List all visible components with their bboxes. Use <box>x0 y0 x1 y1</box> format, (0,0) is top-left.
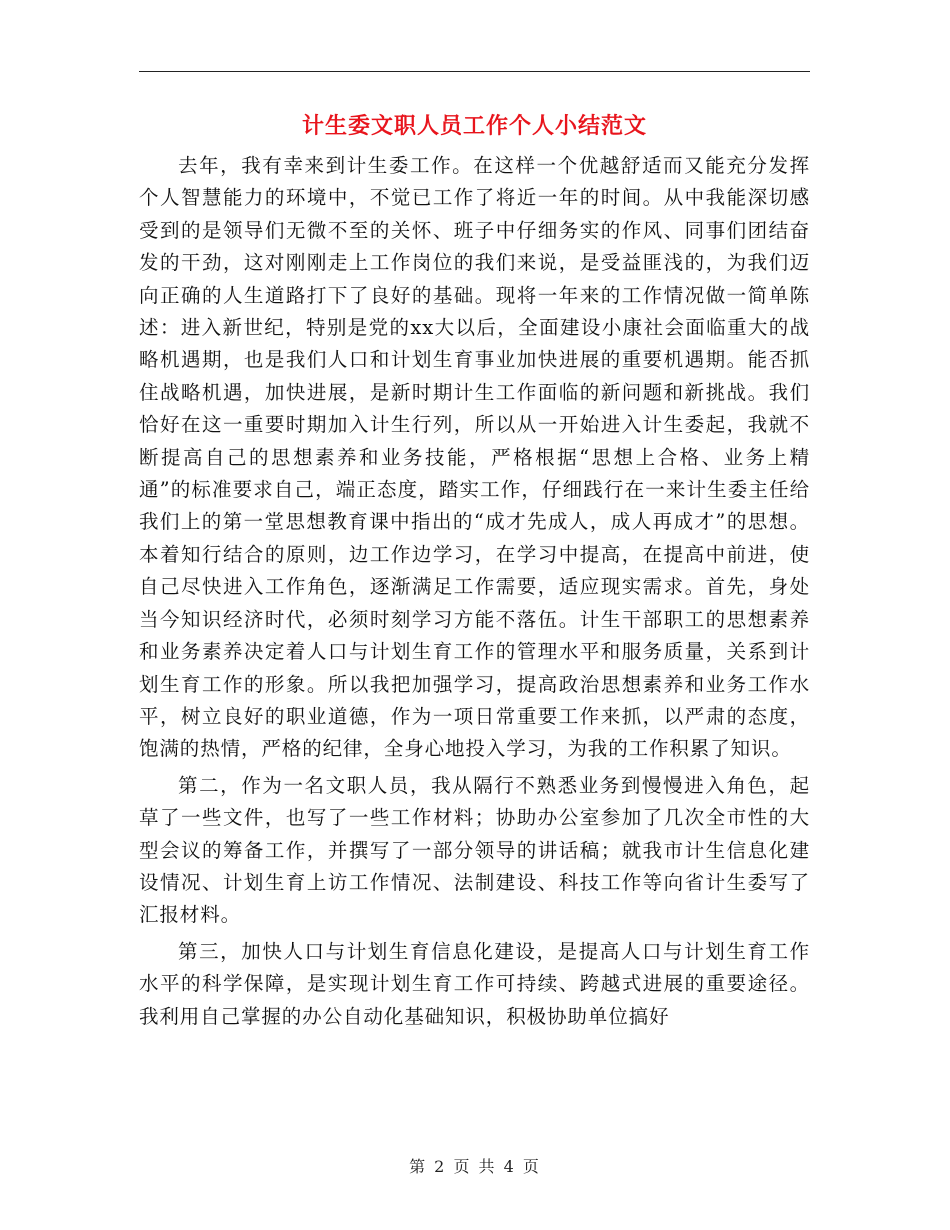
document-body <box>139 150 810 1033</box>
document-title: 计生委文职人员工作个人小结范文 <box>301 113 647 139</box>
body-paragraph-3: 第三，加快人口与计划生育信息化建设，是提高人口与计划生育工作水平的科学保障，是实现计划生育工作可持续、跨越式进展的重要途径。我利用自己掌握的办公自动化基础知识，积极协助单位搞好 <box>139 939 810 1028</box>
header-rule <box>139 71 810 72</box>
body-paragraph-2: 第二，作为一名文职人员，我从隔行不熟悉业务到慢慢进入角色，起草了一些文件，也写了一些工作材料；协助办公室参加了几次全市性的大型会议的筹备工作，并撰写了一部分领导的讲话稿；就我市计生信息化建设情况、计划生育上访工作情况、法制建设、科技工作等向省计生委写了汇报材料。 <box>139 773 810 927</box>
page-number-footer: 第 2 页 共 4 页 <box>409 1157 541 1176</box>
body-paragraph-1: 去年，我有幸来到计生委工作。在这样一个优越舒适而又能充分发挥个人智慧能力的环境中，不觉已工作了将近一年的时间。从中我能深切感受到的是领导们无微不至的关怀、班子中仔细务实的作风、同事们团结奋发的干劲，这对刚刚走上工作岗位的我们来说，是受益匪浅的，为我们迈向正确的人生道路打下了良好的基础。现将一年来的工作情况做一简单陈述：进入新世纪，特别是党的xx大以后，全面建设小康社会面临重大的战略机遇期，也是我们人口和计划生育事业加快进展的重要机遇期。能否抓住战略机遇，加快进展，是新时期计生工作面临的新问题和新挑战。我们恰好在这一重要时期加入计生行列，所以从一开始进入计生委起，我就不断提高自己的思想素养和业务技能，严格根据“思想上合格、业务上精通”的标准要求自己，端正态度，踏实工作，仔细践行在一来计生委主任给我们上的第一堂思想教育课中指出的“成才先成人，成人再成才”的思想。本着知行结合的原则，边工作边学习，在学习中提高，在提高中前进，使自己尽快进入工作角色，逐渐满足工作需要，适应现实需求。首先，身处当今知识经济时代，必须时刻学习方能不落伍。计生干部职工的思想素养和业务素养决定着人口与计划生育工作的管理水平和服务质量，关系到计划生育工作的形象。所以我把加强学习，提高政治思想素养和业务工作水平，树立良好的职业道德，作为一项日常重要工作来抓，以严肃的态度，饱满的热情，严格的纪律，全身心地投入学习，为我的工作积累了知识。 <box>139 154 810 761</box>
